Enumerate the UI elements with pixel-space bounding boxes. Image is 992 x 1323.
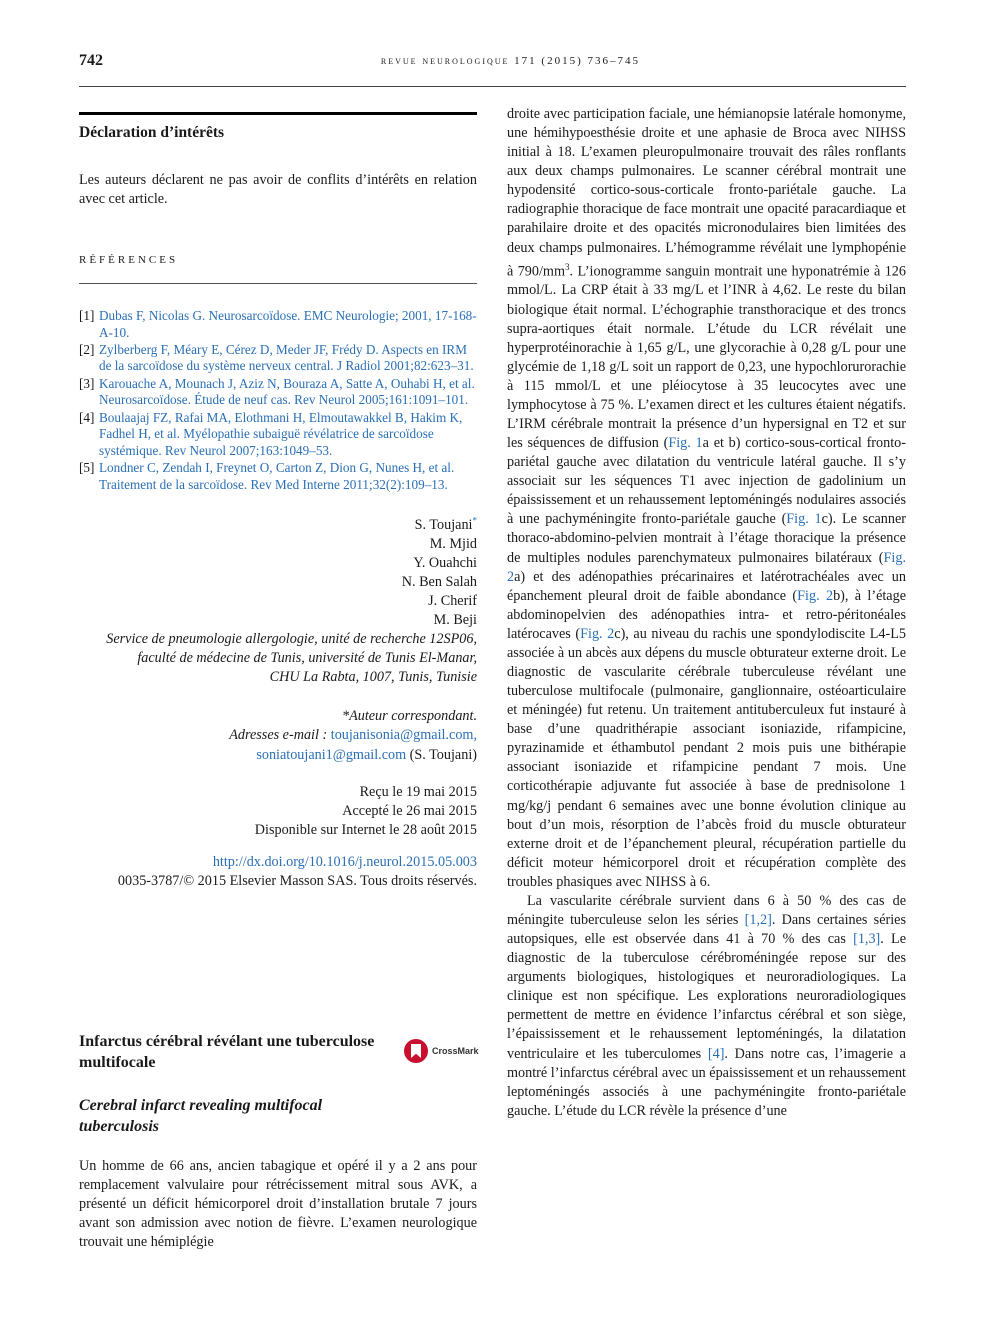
figure-link[interactable]: Fig. 2 [797, 587, 834, 604]
reference-number: [3] [79, 375, 95, 391]
figure-link[interactable]: Fig. 1 [668, 435, 703, 452]
author-name: M. Mjid [429, 535, 477, 552]
reference-link[interactable]: Zylberberg F, Méary E, Cérez D, Meder JF, Frédy D. Aspects en IRM de la sarcoïdose du système nerveux central. J Radiol 2001;82:623–31. [99, 341, 474, 374]
email-link-1[interactable]: toujanisonia@gmail.com, [330, 727, 477, 744]
figure-link[interactable]: Fig. 2 [507, 549, 906, 585]
online-date: Disponible sur Internet le 28 août 2015 [254, 821, 477, 838]
crossmark-icon [404, 1039, 428, 1063]
reference-link[interactable]: Dubas F, Nicolas G. Neurosarcoïdose. EMC Neurologie; 2001, 17-168-A-10. [99, 307, 477, 340]
figure-link[interactable]: Fig. 1 [786, 511, 822, 528]
affiliation [79, 630, 477, 687]
page-header [79, 50, 906, 87]
superscript: 3 [565, 261, 570, 272]
author-name: M. Beji [433, 612, 477, 629]
author-name: N. Ben Salah [401, 573, 477, 590]
references-rule [79, 283, 477, 284]
author-list [79, 516, 477, 631]
reference-link[interactable]: Londner C, Zendah I, Freynet O, Carton Z, Dion G, Nunes H, et al. Traitement de la sarcoïdose. Rev Med Interne 2011;32(2):109–13. [99, 460, 455, 492]
declaration-title: Déclaration d’intérêts [79, 124, 225, 141]
intro-paragraph: Un homme de 66 ans, ancien tabagique et opéré il y a 2 ans pour remplacement valvulaire pour rétrécissement mitral sous AVK, a présenté un déficit hémicorporel droit d’installation brutale 7 jours avant son admission avec notion de fièvre. L’examen neurologique trouvait une hémiplégie [79, 1158, 477, 1251]
reference-item [79, 410, 477, 460]
reference-number: [2] [79, 341, 95, 357]
page-number: 742 [79, 52, 103, 69]
references-heading: RÉFÉRENCES [79, 253, 179, 266]
reference-item [79, 460, 477, 493]
corresponding-author-label: *Auteur correspondant. [341, 708, 477, 725]
article-intro [79, 1157, 477, 1252]
citation-link[interactable]: [1,3] [853, 931, 881, 948]
reference-link[interactable]: Karouache A, Mounach J, Aziz N, Bouraza A, Satte A, Ouhabi H, et al. Neurosarcoïdose. Étude de neuf cas. Rev Neurol 2005;161:1091–101. [99, 375, 475, 408]
email-owner: (S. Toujani) [409, 746, 477, 763]
crossmark-badge[interactable] [404, 1036, 480, 1066]
affiliation-line: Service de pneumologie allergologie, unité de recherche 12SP06, [106, 631, 477, 648]
reference-number: [4] [79, 409, 95, 425]
reference-number: [5] [79, 460, 95, 476]
reference-item [79, 342, 477, 375]
journal-citation: revue neurologique 171 (2015) 736–745 [380, 55, 640, 67]
received-date: Reçu le 19 mai 2015 [359, 783, 477, 800]
left-column [79, 112, 477, 891]
citation-link[interactable]: [4] [707, 1045, 725, 1062]
affiliation-line: CHU La Rabta, 1007, Tunis, Tunisie [269, 669, 477, 686]
copyright: 0035-3787/© 2015 Elsevier Masson SAS. Tous droits réservés. [117, 873, 477, 890]
author-name: J. Cherif [428, 592, 477, 609]
doi-link[interactable]: http://dx.doi.org/10.1016/j.neurol.2015.05.003 [212, 853, 477, 870]
reference-link[interactable]: Boulaajaj FZ, Rafai MA, Elothmani H, Elmoutawakkel B, Hakim K, Fadhel H, et al. Myélopathie subaiguë révélatrice de sarcoïdose systémique. Rev Neurol 2007;163:1049–53. [99, 409, 463, 458]
article-title-english: Cerebral infarct revealing multifocal tuberculosis [79, 1097, 323, 1135]
correspondence [79, 707, 477, 764]
declaration-text: Les auteurs déclarent ne pas avoir de conflits d’intérêts en relation avec cet article. [79, 172, 477, 208]
corresponding-author-marker[interactable]: * [472, 514, 477, 525]
author-name: Y. Ouahchi [413, 554, 477, 571]
reference-list [79, 308, 477, 494]
affiliation-line: faculté de médecine de Tunis, université de Tunis El-Manar, [137, 650, 477, 667]
email-link-2[interactable]: soniatoujani1@gmail.com [256, 746, 407, 763]
figure-link[interactable]: Fig. 2 [580, 625, 615, 642]
accepted-date: Accepté le 26 mai 2015 [342, 802, 477, 819]
email-label: Adresses e-mail : [229, 727, 328, 744]
right-column [507, 105, 906, 1121]
reference-item [79, 376, 477, 409]
article-title: Infarctus cérébral révélant une tuberculose multifocale [79, 1033, 375, 1071]
section-rule [79, 112, 477, 115]
doi-block [79, 853, 477, 891]
author-name: S. Toujani* [414, 514, 477, 533]
reference-item [79, 308, 477, 341]
crossmark-label: CrossMark [432, 1046, 479, 1056]
reference-number: [1] [79, 307, 95, 323]
body-paragraph: droite avec participation faciale, une hémianopsie latérale homonyme, une hémihypoesthésie droite et une aphasie de Broca avec NIHSS initial à 18. L’examen pleuropulmonaire trouvait des râles ronflants aux deux champs pulmonaires. Le scanner cérébral montrait une hypodensité cortico-sous-corticale fronto-pariétale gauche. La radiographie thoracique de face montrait une opacité paracardiaque et parahilaire droite et des opacités micronodulaires bien limitées des deux champs pulmonaires. L’hémogramme révélait une lymphopénie à $790/mm^3$. L’ionogramme sanguin montrait une hyponatrémie à 126 mmol/L. La CRP était à 33 mg/L et l’INR à 4,62. Le reste du bilan biologique était normal. L’échographie transthoracique et des troncs supra-aortiques était normale. L’étude du LCR révélait une hyperprotéinorachie à 1,65 g/L, une glycorachie à 0,28 g/L pour une glycémie de 1,18 g/L soit un rapport de 0,23, une hypochlorurorachie à 115 mmol/L et une pléiocytose à 35 leucocytes avec une lymphocytose à 75 %. L’examen direct et les cultures étaient négatifs. L’IRM cérébrale montrait la présence d’un hypersignal en T2 et sur les séquences de diffusion (Fig. 1a et b) cortico-sous-cortical fronto-pariétal gauche avec dilatation du ventricule latéral gauche. Il s’y associait sur les séquences T1 avec injection de gadolinium un épaississement et un rehaussement leptoméningés nodulaires associés à une pachyméningite fronto-pariétale gauche (Fig. 1c). Le scanner thoraco-abdomino-pelvien montrait à l’étage thoracique la présence de multiples nodules parenchymateux pulmonaires bilatéraux (Fig. 2a) et des adénopathies précarinaires et latérotrachéales avec un épanchement pleural droit de faible abondance (Fig. 2b), à l’étage abdominopelvien des adénopathies intra- et retro-péritonéales latérocaves (Fig. 2c), au niveau du rachis une spondylodiscite L4-L5 associée à un abcès aux dépens du muscle obturateur externe droit. Le diagnostic de vascularite cérébrale tuberculeuse révélant une tuberculose multifocale (pulmonaire, ganglionnaire, ostéoarticulaire et méningée) fut retenu. Un traitement antituberculeux fut instauré à base d’une quadrithérapie associant isoniazide, rifampicine, pyrazinamide et éthambutol pendant 2 mois puis une bithérapie associant isoniazide et rifampicine pendant 7 mois. Une corticothérapie adjuvante fut associée à base de prednisolone 1 mg/kg/j pendant 6 semaines avec une bonne évolution clinique au bout d’un mois, résorption de l’abcès froid du muscle obturateur externe droit et de l’épanchement pleural, récupération partielle du déficit moteur hémicorporel droit et récupération complète des troubles phasiques avec NIHSS à 6. [507, 106, 906, 890]
body-paragraph: La vascularite cérébrale survient dans 6 à 50 % des cas de méningite tuberculeuse selon les séries [1,2]. Dans certaines séries autopsiques, elle est observée dans 41 à 70 % des cas [1,3]. Le diagnostic de la tuberculose cérébroméningée repose sur des arguments biologiques, histologiques et neuroradiologiques. La clinique est non spécifique. Les explorations neuroradiologiques permettent de mettre en évidence l’infarctus cérébral et son siège, l’épaississement et le rehaussement leptoméningés, la dilatation ventriculaire et les tuberculomes [4]. Dans notre cas, l’imagerie a montré l’infarctus cérébral avec un épaississement et un rehaussement leptoméningés associés à une pachyméningite fronto-pariétale gauche. L’étude du LCR révèle la présence d’une [507, 892, 907, 1119]
citation-link[interactable]: [1,2] [744, 912, 772, 929]
article-dates [79, 783, 477, 840]
